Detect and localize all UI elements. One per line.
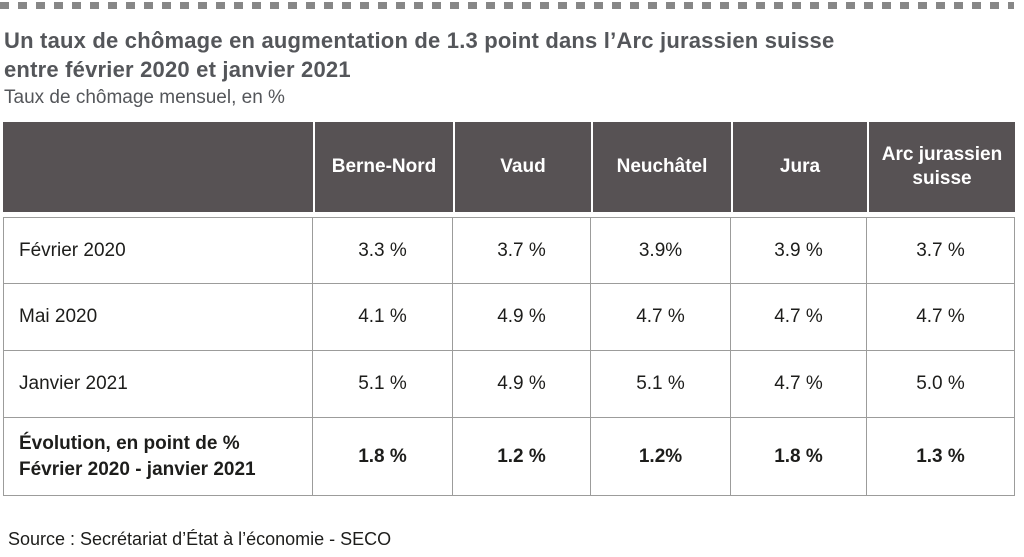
table-cell: 3.7 % (867, 217, 1015, 284)
table-cell: 3.3 % (313, 217, 453, 284)
table-cell: 1.8 % (731, 418, 867, 496)
figure-title (4, 26, 834, 84)
row-label: Mai 2020 (3, 284, 313, 351)
col-header-vaud: Vaud (453, 122, 591, 217)
row-label: Janvier 2021 (3, 351, 313, 418)
row-label: Février 2020 (3, 217, 313, 284)
source-note: Source : Secrétariat d’État à l’économie - SECO (8, 529, 392, 549)
col-header-berne-nord: Berne-Nord (313, 122, 453, 217)
figure-subtitle: Taux de chômage mensuel, en % (4, 87, 285, 108)
col-header-jura: Jura (731, 122, 867, 217)
table-cell: 1.2 % (453, 418, 591, 496)
table-row-mai-2020 (3, 284, 1015, 351)
table-row-evolution (3, 418, 1015, 496)
table-corner-cell (3, 122, 313, 217)
table-row-janvier-2021 (3, 351, 1015, 418)
table-cell: 3.9% (591, 217, 731, 284)
table-cell: 4.9 % (453, 351, 591, 418)
table-cell: 4.1 % (313, 284, 453, 351)
table-cell: 4.7 % (591, 284, 731, 351)
table-cell: 1.2% (591, 418, 731, 496)
table-cell: 4.7 % (731, 351, 867, 418)
table-cell: 5.1 % (313, 351, 453, 418)
row-label-line-2: Février 2020 - janvier 2021 (19, 458, 256, 480)
figure-title-line-2: entre février 2020 et janvier 2021 (4, 57, 351, 82)
figure-title-line-1: Un taux de chômage en augmentation de 1.3 point dans l’Arc jurassien suisse (4, 28, 835, 53)
table-row-fevrier-2020 (3, 217, 1015, 284)
unemployment-table (3, 122, 1015, 496)
top-dashed-rule (0, 2, 1014, 9)
table-cell: 1.3 % (867, 418, 1015, 496)
table-cell: 4.9 % (453, 284, 591, 351)
col-header-neuchatel: Neuchâtel (591, 122, 731, 217)
table-cell: 3.7 % (453, 217, 591, 284)
table-cell: 3.9 % (731, 217, 867, 284)
table-header-row (3, 122, 1015, 217)
row-label-line-1: Évolution, en point de % (19, 432, 240, 454)
table-cell: 5.1 % (591, 351, 731, 418)
table-cell: 4.7 % (867, 284, 1015, 351)
table-cell: 5.0 % (867, 351, 1015, 418)
col-header-arc-jurassien-suisse: Arc jurassien suisse (867, 122, 1015, 217)
table-cell: 1.8 % (313, 418, 453, 496)
table-cell: 4.7 % (731, 284, 867, 351)
row-label (3, 418, 313, 496)
